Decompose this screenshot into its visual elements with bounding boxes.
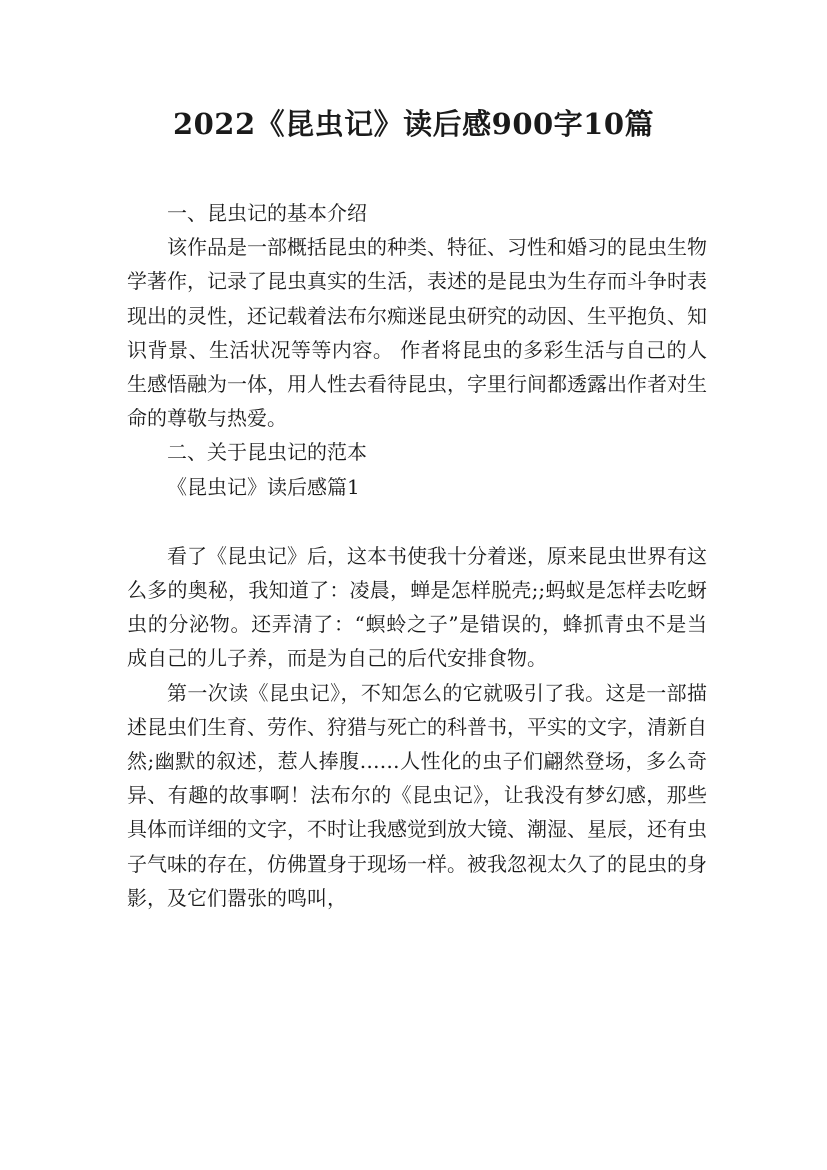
- paragraph-essay-2: 第一次读《昆虫记》，不知怎么的它就吸引了我。这是一部描述昆虫们生育、劳作、狩猎与死亡的科普书，平实的文字，清新自然;幽默的叙述，惹人捧腹……人性化的虫子们翩然登场，多么奇异、有趣的故事啊！法布尔的《昆虫记》，让我没有梦幻感，那些具体而详细的文字，不时让我感觉到放大镜、潮湿、星辰，还有虫子气味的存在，仿佛置身于现场一样。被我忽视太久了的昆虫的身影，及它们嚣张的鸣叫，: [127, 680, 707, 910]
- document-title: 2022《昆虫记》读后感900字10篇: [172, 107, 655, 141]
- section-heading-intro: 一、昆虫记的基本介绍: [167, 201, 367, 225]
- section-heading-samples: 二、关于昆虫记的范本: [167, 440, 367, 465]
- essay-heading-1: 《昆虫记》读后感篇1: [167, 474, 360, 499]
- blank-line: [127, 504, 707, 539]
- document-body: [127, 196, 707, 915]
- paragraph-intro: 该作品是一部概括昆虫的种类、特征、习性和婚习的昆虫生物学著作，记录了昆虫真实的生活，表述的是昆虫为生存而斗争时表现出的灵性，还记载着法布尔痴迷昆虫研究的动因、生平抱负、知识背景、生活状况等等内容。 作者将昆虫的多彩生活与自己的人生感悟融为一体，用人性去看待昆虫，字里行间都透露出作者对生命的尊敬与热爱。: [127, 235, 707, 431]
- paragraph-essay-1: 看了《昆虫记》后，这本书使我十分着迷，原来昆虫世界有这么多的奥秘，我知道了：凌晨，蝉是怎样脱壳;;蚂蚁是怎样去吃蚜虫的分泌物。还弄清了：“螟蛉之子”是错误的，蜂抓青虫不是当成自己的儿子养，而是为自己的后代安排食物。: [127, 543, 707, 671]
